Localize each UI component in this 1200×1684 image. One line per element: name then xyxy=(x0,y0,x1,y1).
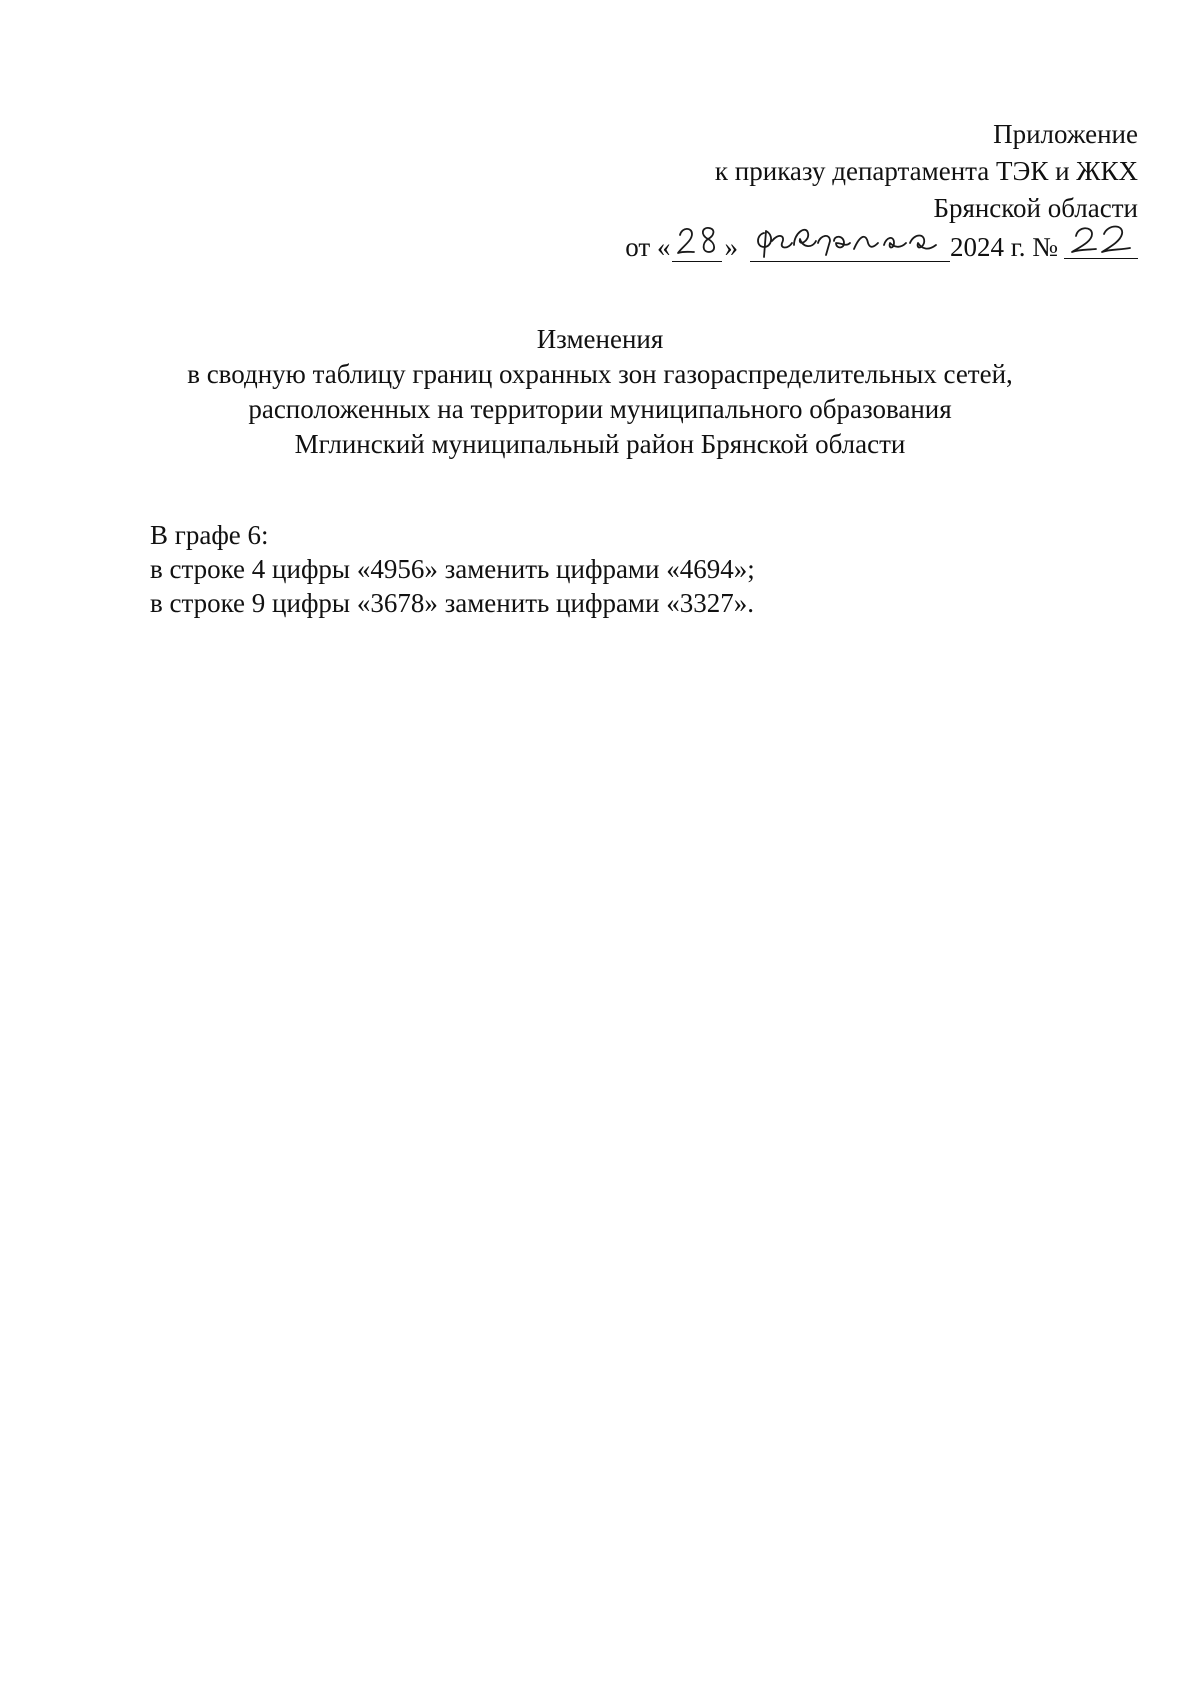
order-date-line xyxy=(625,222,1138,262)
date-day-close-quote: » xyxy=(724,232,738,262)
appendix-header xyxy=(518,116,1138,227)
date-prefix: от « xyxy=(625,232,671,262)
appendix-region: Брянской области xyxy=(933,193,1138,223)
appendix-order-reference: к приказу департамента ТЭК и ЖКХ xyxy=(714,156,1138,186)
order-number-field xyxy=(1064,220,1138,259)
body-change-row-9: в строке 9 цифры «3678» заменить цифрами «3327». xyxy=(150,588,754,618)
handwritten-month-signature xyxy=(750,221,950,259)
date-day-field xyxy=(672,223,722,262)
title-line-3: расположенных на территории муниципального образования xyxy=(248,394,952,424)
title-line-4: Мглинский муниципальный район Брянской области xyxy=(294,429,906,459)
handwritten-day-signature xyxy=(672,221,722,259)
body-column-reference: В графе 6: xyxy=(150,520,269,550)
document-body xyxy=(150,518,1100,620)
appendix-label: Приложение xyxy=(993,119,1138,149)
title-heading: Изменения xyxy=(536,324,664,354)
date-month-field xyxy=(750,223,950,262)
body-change-row-4: в строке 4 цифры «4956» заменить цифрами «4694»; xyxy=(150,554,755,584)
document-title xyxy=(100,322,1100,462)
date-year-and-number-label: 2024 г. № xyxy=(949,232,1058,262)
handwritten-number-signature xyxy=(1064,218,1138,256)
title-line-2: в сводную таблицу границ охранных зон газораспределительных сетей, xyxy=(187,359,1013,389)
